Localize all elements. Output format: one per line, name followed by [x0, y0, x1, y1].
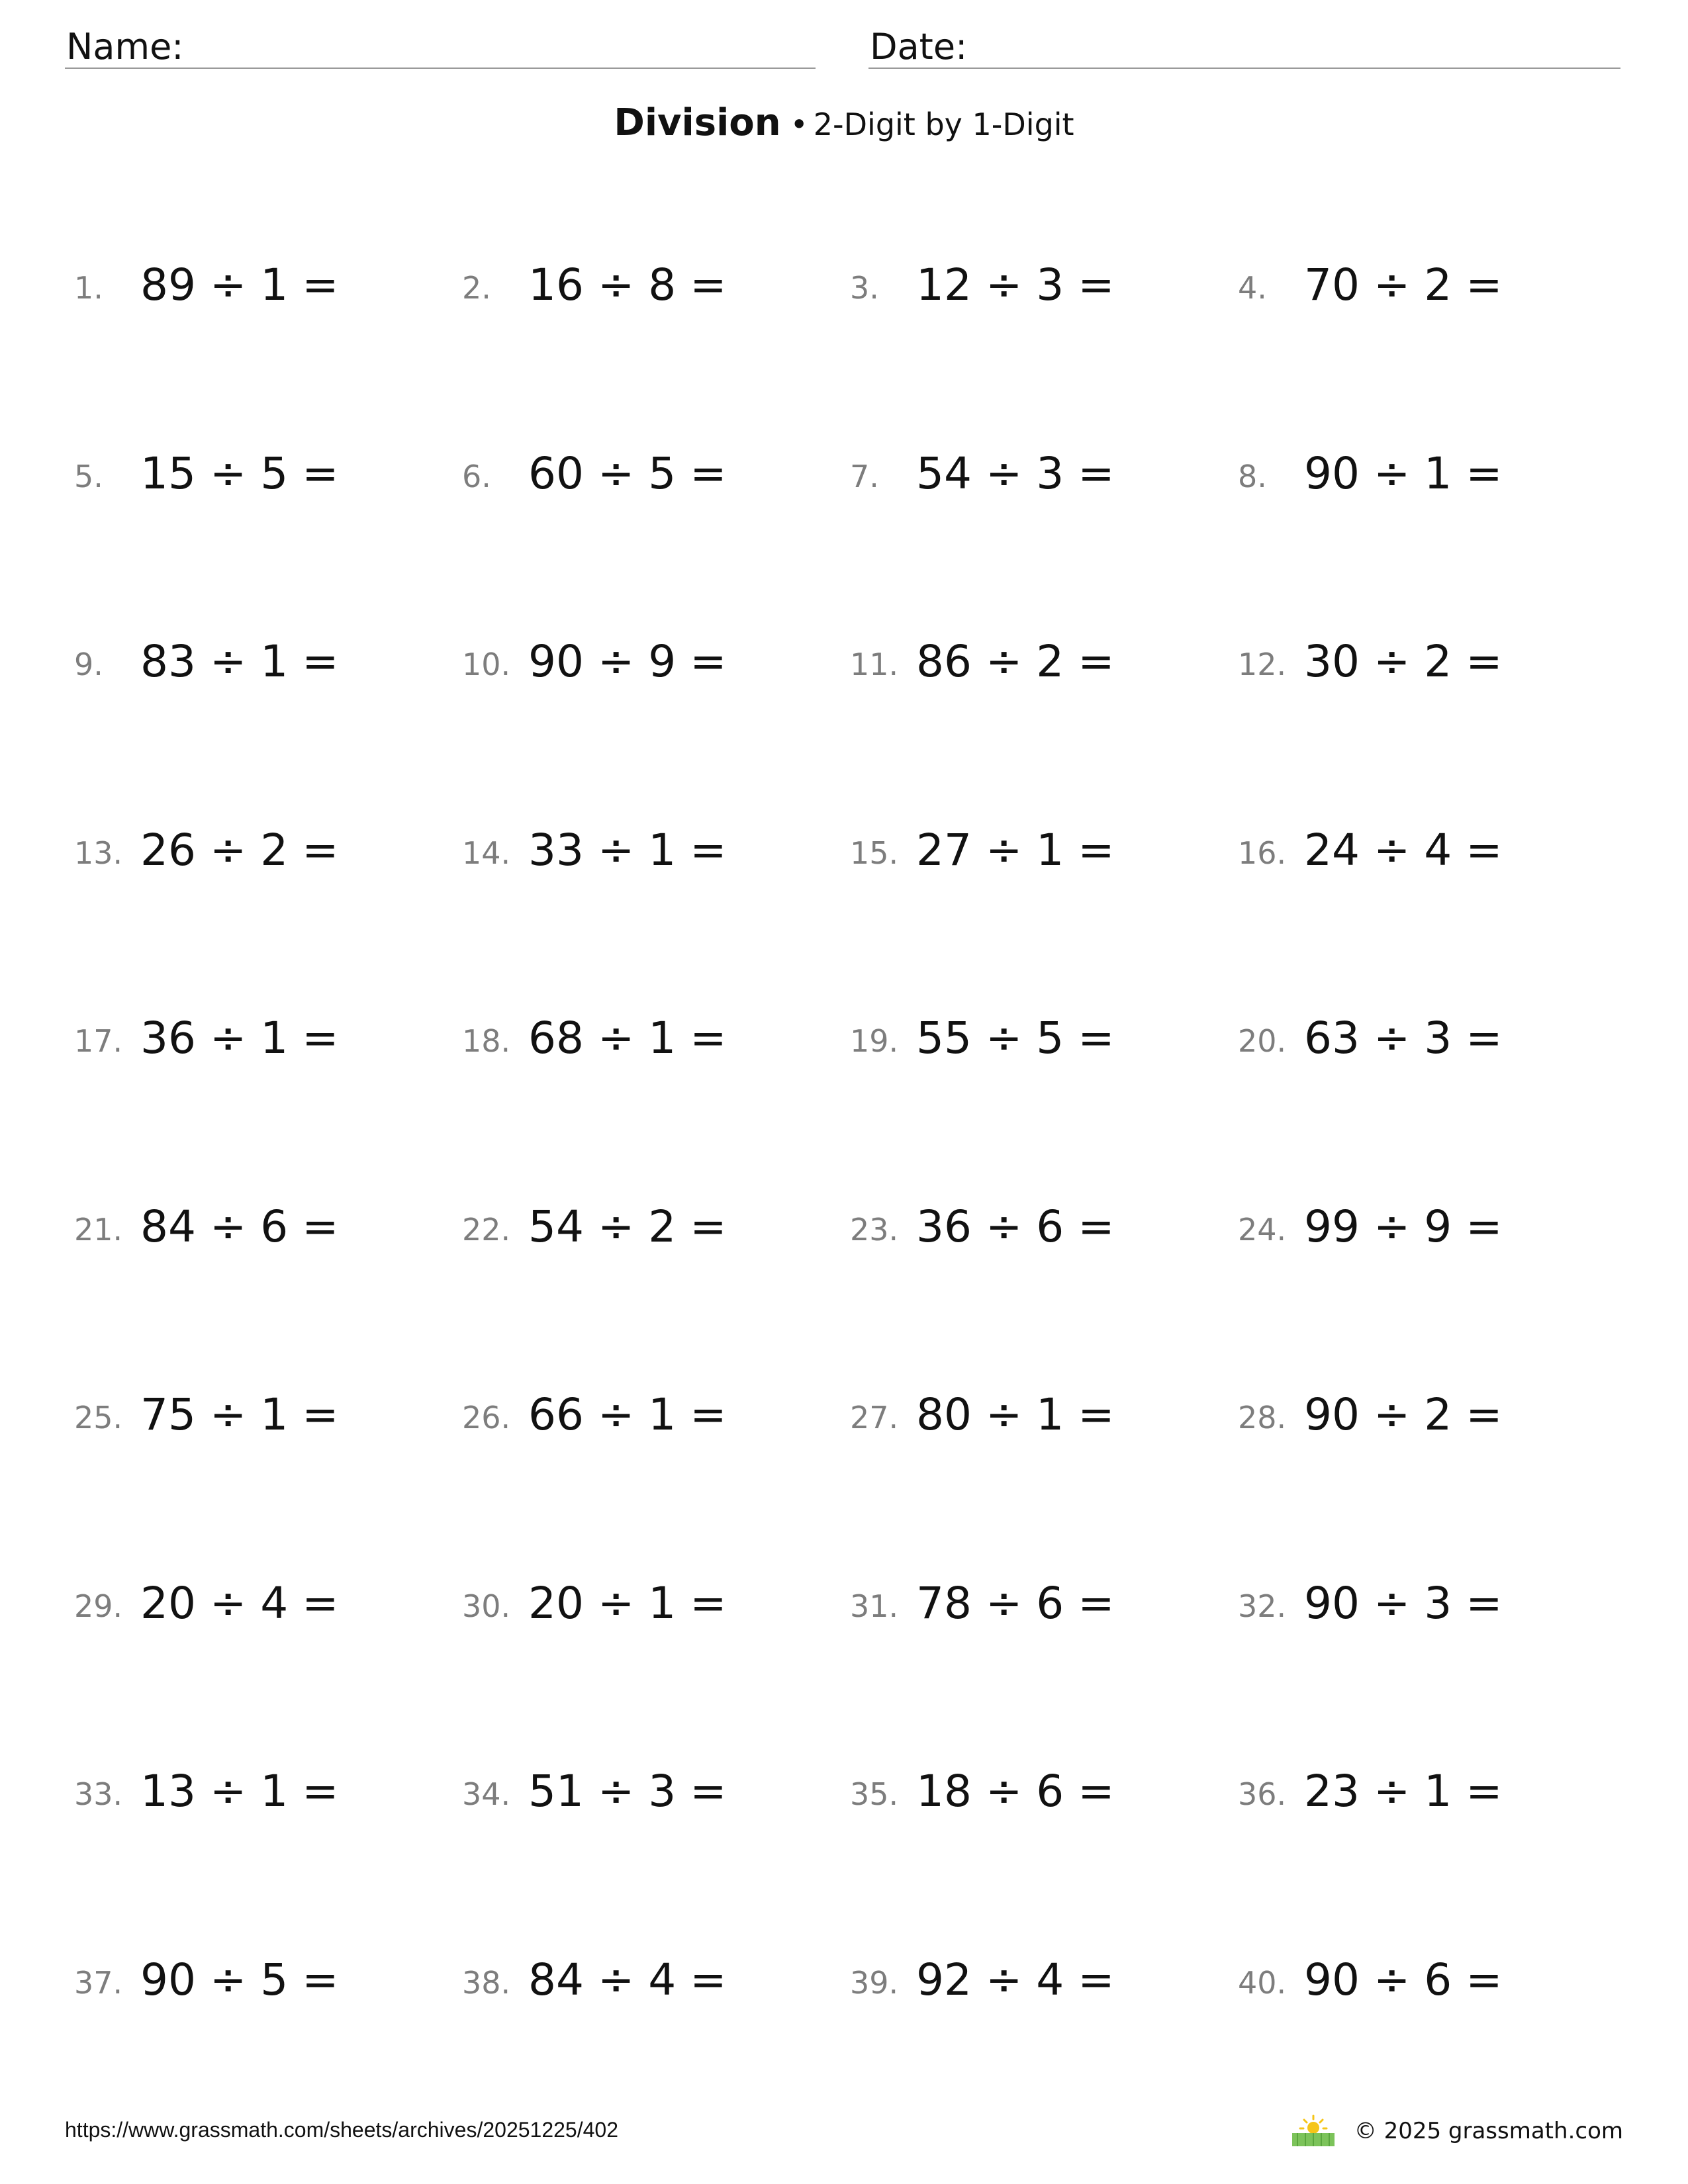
problem-number: 26. [462, 1400, 511, 1435]
problem-number: 37. [74, 1964, 123, 2001]
problem-expression: 36 ÷ 6 = [916, 1201, 1115, 1252]
problem-number: 16. [1238, 835, 1287, 871]
problem-expression: 55 ÷ 5 = [916, 1013, 1115, 1064]
problem-expression: 26 ÷ 2 = [140, 824, 339, 876]
problem-item [74, 1577, 445, 1629]
problem-item [462, 1201, 833, 1253]
problem-number: 32. [1238, 1588, 1287, 1624]
problem-item [462, 824, 833, 876]
problem-expression: 90 ÷ 3 = [1304, 1577, 1503, 1629]
problem-number: 22. [462, 1211, 511, 1248]
problem-number: 6. [462, 458, 491, 494]
problem-expression: 89 ÷ 1 = [140, 259, 339, 310]
problem-item [850, 636, 1221, 688]
problem-expression: 75 ÷ 1 = [140, 1389, 339, 1440]
problem-expression: 54 ÷ 3 = [916, 447, 1115, 499]
problem-item [1238, 1013, 1609, 1064]
problem-expression: 13 ÷ 1 = [140, 1766, 339, 1817]
problem-expression: 33 ÷ 1 = [528, 824, 727, 876]
problem-item [850, 1201, 1221, 1253]
title-main: Division [614, 101, 781, 144]
problem-expression: 70 ÷ 2 = [1304, 259, 1503, 310]
problem-item [462, 1766, 833, 1817]
problem-number: 36. [1238, 1776, 1287, 1812]
problem-number: 18. [462, 1023, 511, 1059]
problem-item [462, 259, 833, 311]
problem-number: 30. [462, 1588, 511, 1624]
problem-expression: 90 ÷ 1 = [1304, 447, 1503, 499]
problem-expression: 80 ÷ 1 = [916, 1389, 1115, 1440]
problem-number: 27. [850, 1400, 899, 1435]
problem-number: 38. [462, 1964, 511, 2001]
problem-item [74, 636, 445, 688]
problem-expression: 60 ÷ 5 = [528, 447, 727, 499]
problem-item [850, 824, 1221, 876]
problem-expression: 20 ÷ 4 = [140, 1577, 339, 1629]
problem-item [462, 1577, 833, 1629]
problem-number: 17. [74, 1023, 123, 1059]
problem-item [74, 1954, 445, 2006]
problem-expression: 15 ÷ 5 = [140, 447, 339, 499]
problem-expression: 36 ÷ 1 = [140, 1013, 339, 1064]
problem-item [1238, 1954, 1609, 2006]
problem-number: 15. [850, 835, 899, 871]
problem-expression: 68 ÷ 1 = [528, 1013, 727, 1064]
problem-item [74, 1013, 445, 1064]
problem-item [850, 447, 1221, 500]
problem-item [1238, 1577, 1609, 1629]
problem-expression: 84 ÷ 6 = [140, 1201, 339, 1252]
problem-expression: 99 ÷ 9 = [1304, 1201, 1503, 1252]
problem-number: 23. [850, 1211, 899, 1248]
problem-number: 31. [850, 1588, 899, 1624]
problem-number: 7. [850, 458, 879, 494]
problem-item [74, 259, 445, 311]
footer-branding [1289, 2114, 1623, 2148]
problem-expression: 78 ÷ 6 = [916, 1577, 1115, 1629]
problem-number: 8. [1238, 458, 1267, 494]
problem-expression: 12 ÷ 3 = [916, 259, 1115, 310]
footer-url[interactable]: https://www.grassmath.com/sheets/archives/20251225/402 [65, 2118, 618, 2142]
problem-item [74, 1389, 445, 1441]
problem-expression: 83 ÷ 1 = [140, 636, 339, 687]
problem-expression: 16 ÷ 8 = [528, 259, 727, 310]
problem-item [462, 447, 833, 500]
problem-expression: 54 ÷ 2 = [528, 1201, 727, 1252]
problem-expression: 30 ÷ 2 = [1304, 636, 1503, 687]
problem-item [850, 1577, 1221, 1629]
problem-expression: 90 ÷ 5 = [140, 1954, 339, 2005]
problem-number: 19. [850, 1023, 899, 1059]
problem-number: 20. [1238, 1023, 1287, 1059]
problem-item [1238, 259, 1609, 311]
problem-expression: 51 ÷ 3 = [528, 1766, 727, 1817]
problem-item [74, 447, 445, 500]
problem-number: 35. [850, 1776, 899, 1812]
problem-expression: 27 ÷ 1 = [916, 824, 1115, 876]
problem-item [462, 1954, 833, 2006]
problem-item [1238, 1766, 1609, 1817]
date-label: Date: [870, 26, 968, 68]
problem-expression: 63 ÷ 3 = [1304, 1013, 1503, 1064]
problem-item [74, 1766, 445, 1817]
problem-item [1238, 636, 1609, 688]
problem-number: 4. [1238, 270, 1267, 306]
problem-expression: 86 ÷ 2 = [916, 636, 1115, 687]
problem-expression: 90 ÷ 2 = [1304, 1389, 1503, 1440]
problem-number: 39. [850, 1964, 899, 2001]
problem-number: 10. [462, 647, 511, 682]
copyright-text: © 2025 grassmath.com [1354, 2118, 1623, 2144]
problem-item [462, 1389, 833, 1441]
problem-item [1238, 1201, 1609, 1253]
problem-item [850, 1389, 1221, 1441]
sun-over-grass-icon [1289, 2115, 1337, 2148]
problem-item [1238, 1389, 1609, 1441]
problem-expression: 90 ÷ 9 = [528, 636, 727, 687]
problem-number: 2. [462, 270, 491, 306]
problem-item [850, 1954, 1221, 2006]
problem-number: 29. [74, 1588, 123, 1624]
problem-number: 9. [74, 647, 103, 682]
problem-number: 11. [850, 647, 899, 682]
problem-expression: 90 ÷ 6 = [1304, 1954, 1503, 2005]
title-subtitle: 2-Digit by 1-Digit [813, 107, 1074, 142]
problem-expression: 84 ÷ 4 = [528, 1954, 727, 2005]
problem-number: 1. [74, 270, 103, 306]
problem-expression: 92 ÷ 4 = [916, 1954, 1115, 2005]
problem-item [850, 1013, 1221, 1064]
problem-number: 34. [462, 1776, 511, 1812]
problem-item [462, 1013, 833, 1064]
problem-item [850, 1766, 1221, 1817]
problem-number: 12. [1238, 647, 1287, 682]
problem-number: 40. [1238, 1964, 1287, 2001]
problem-number: 24. [1238, 1211, 1287, 1248]
problem-item [850, 259, 1221, 311]
problem-expression: 18 ÷ 6 = [916, 1766, 1115, 1817]
problem-number: 33. [74, 1776, 123, 1812]
problem-item [74, 1201, 445, 1253]
title-separator: • [790, 107, 808, 142]
problem-number: 3. [850, 270, 879, 306]
problem-expression: 24 ÷ 4 = [1304, 824, 1503, 876]
problem-item [462, 636, 833, 688]
problem-number: 28. [1238, 1400, 1287, 1435]
problem-number: 25. [74, 1400, 123, 1435]
problem-number: 13. [74, 835, 123, 871]
problem-item [1238, 447, 1609, 500]
name-label: Name: [66, 26, 184, 68]
problem-expression: 23 ÷ 1 = [1304, 1766, 1503, 1817]
problem-number: 5. [74, 458, 103, 494]
problem-item [1238, 824, 1609, 876]
problem-expression: 20 ÷ 1 = [528, 1577, 727, 1629]
problem-number: 14. [462, 835, 511, 871]
problem-expression: 66 ÷ 1 = [528, 1389, 727, 1440]
problem-item [74, 824, 445, 876]
problem-number: 21. [74, 1211, 123, 1248]
